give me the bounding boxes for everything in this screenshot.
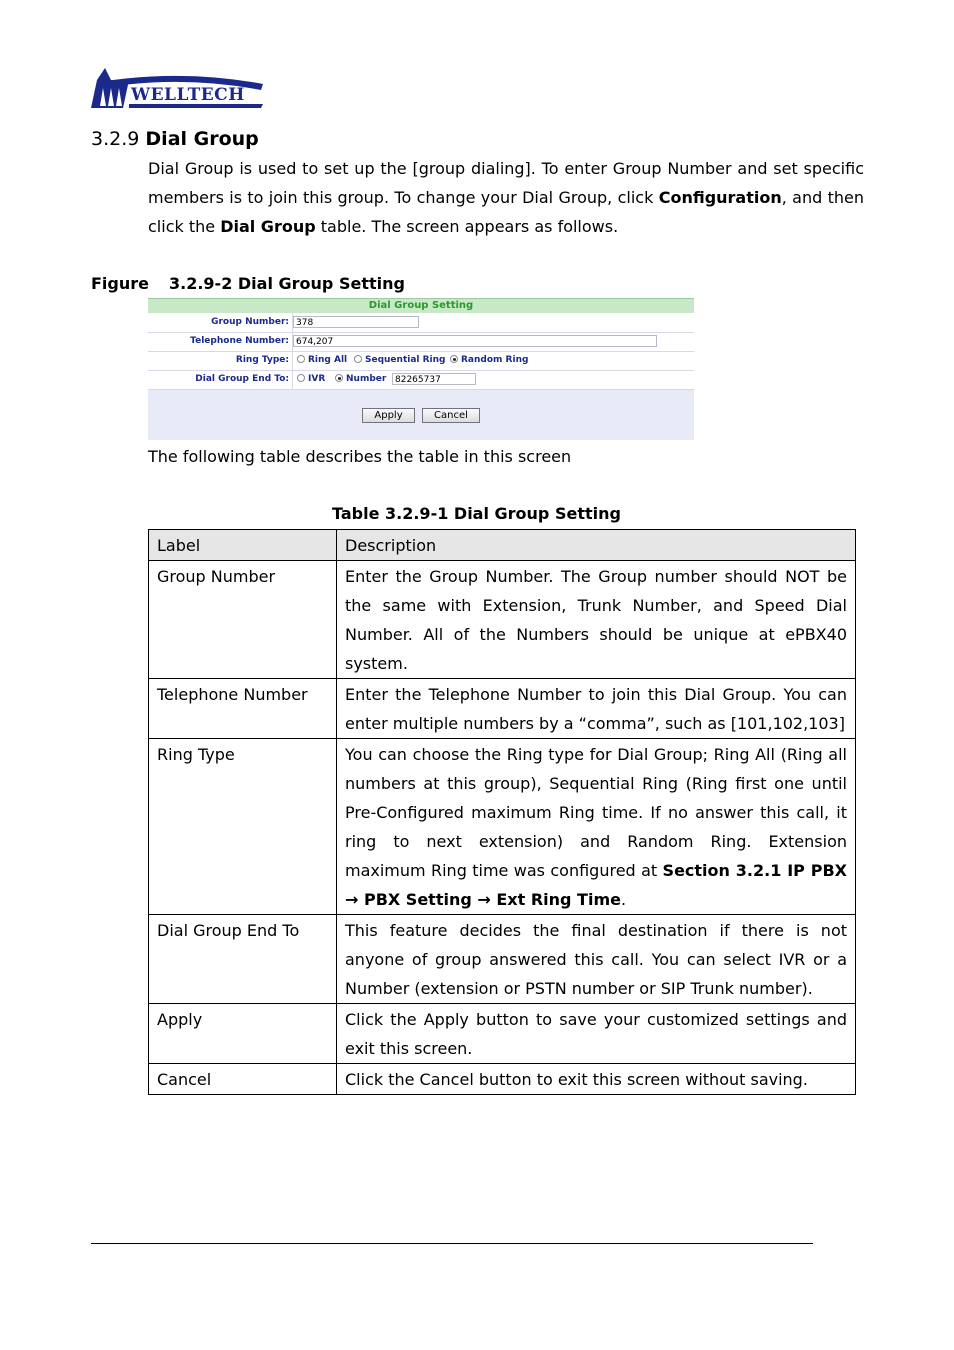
figure-title: 3.2.9-2 Dial Group Setting [169,274,405,293]
form-footer [148,390,694,440]
ivr-option[interactable] [297,374,325,384]
row-label: Group Number [149,561,337,679]
section-heading [91,128,259,150]
telephone-number-row [148,332,694,352]
group-number-input[interactable]: 378 [293,316,419,328]
table-row [149,915,856,1004]
ring-type-row [148,351,694,371]
sequential-ring-option[interactable] [354,355,446,365]
row-description: Click the Cancel button to exit this screen without saving. [337,1064,856,1095]
intro-bold-dial-group: Dial Group [220,217,316,236]
header-label: Label [149,530,337,561]
ring-type-label: Ring Type: [235,355,289,365]
number-label: Number [346,374,387,384]
ring-type-cell [292,351,695,370]
intro-text-1: Dial Group is used to set up the [group dialing]. To enter Group Number and set specific members is to join this group. To change your Dial Group, click [148,159,864,207]
row-description: Enter the Telephone Number to join this Dial Group. You can enter multiple numbers by a “comma”, such as [101,102,103] [337,679,856,739]
ring-all-label: Ring All [308,355,348,365]
telephone-number-cell [292,332,695,351]
table-row [149,679,856,739]
sequential-ring-label: Sequential Ring [365,355,446,365]
end-to-number-input[interactable]: 82265737 [392,373,476,385]
description-table [148,529,856,1095]
footer-divider [91,1243,813,1244]
end-to-label: Dial Group End To: [195,374,289,384]
end-to-cell [292,370,695,389]
group-number-label: Group Number: [211,317,289,327]
ring-all-option[interactable] [297,355,347,365]
figure-label: Figure [91,274,149,293]
ivr-label: IVR [308,374,326,384]
number-option[interactable] [335,374,386,384]
form-header: Dial Group Setting [148,298,694,313]
row-description: Click the Apply button to save your customized settings and exit this screen. [337,1004,856,1064]
row-label: Cancel [149,1064,337,1095]
ring-type-description-text: You can choose the Ring type for Dial Group; Ring All (Ring all numbers at this group), Sequential Ring (Ring first one until Pre-Configured maximum Ring time. If no answer this call, it ring to next extension) and Random Ring. Extension maximum Ring time was configured at [345,745,847,880]
random-ring-radio[interactable] [450,355,458,363]
telephone-number-input[interactable]: 674,207 [293,335,657,347]
section-title: Dial Group [145,128,259,150]
row-label: Apply [149,1004,337,1064]
intro-text-2: , and then click the [148,188,865,236]
dial-group-setting-form [148,298,694,440]
cancel-button[interactable]: Cancel [422,408,480,423]
row-description: This feature decides the final destination if there is not anyone of group answered this call. You can select IVR or a Number (extension or PSTN number or SIP Trunk number). [337,915,856,1004]
row-label: Telephone Number [149,679,337,739]
table-caption: Table 3.2.9-1 Dial Group Setting [332,504,621,523]
number-radio[interactable] [335,374,343,382]
figure-caption [91,274,405,293]
row-description [337,739,856,915]
table-row [149,1064,856,1095]
row-label: Dial Group End To [149,915,337,1004]
sequential-ring-radio[interactable] [354,355,362,363]
row-label: Ring Type [149,739,337,915]
logo-wordmark: WELLTECH [131,85,245,105]
section-number: 3.2.9 [91,128,140,150]
table-intro-text: The following table describes the table in this screen [148,447,572,466]
row-description: Enter the Group Number. The Group number should NOT be the same with Extension, Trunk Number, and Speed Dial Number. All of the Numbers should be unique at ePBX40 system. [337,561,856,679]
table-row [149,739,856,915]
telephone-number-label: Telephone Number: [190,336,289,346]
ring-all-radio[interactable] [297,355,305,363]
intro-bold-configuration: Configuration [658,188,782,207]
table-row [149,561,856,679]
table-row [149,1004,856,1064]
ivr-radio[interactable] [297,374,305,382]
welltech-logo [89,66,265,110]
ring-type-description-bold: Section 3.2.1 IP PBX → PBX Setting → Ext Ring Time [345,861,848,909]
group-number-row [148,313,694,333]
intro-paragraph [148,154,864,241]
intro-text-3: table. The screen appears as follows. [315,217,619,236]
header-description: Description [337,530,856,561]
group-number-cell [292,313,695,332]
apply-button[interactable]: Apply [362,408,415,423]
random-ring-label: Random Ring [461,355,529,365]
end-to-row [148,370,694,390]
random-ring-option[interactable] [450,355,528,365]
ring-type-description-end: . [620,890,627,909]
table-header-row [149,530,856,561]
